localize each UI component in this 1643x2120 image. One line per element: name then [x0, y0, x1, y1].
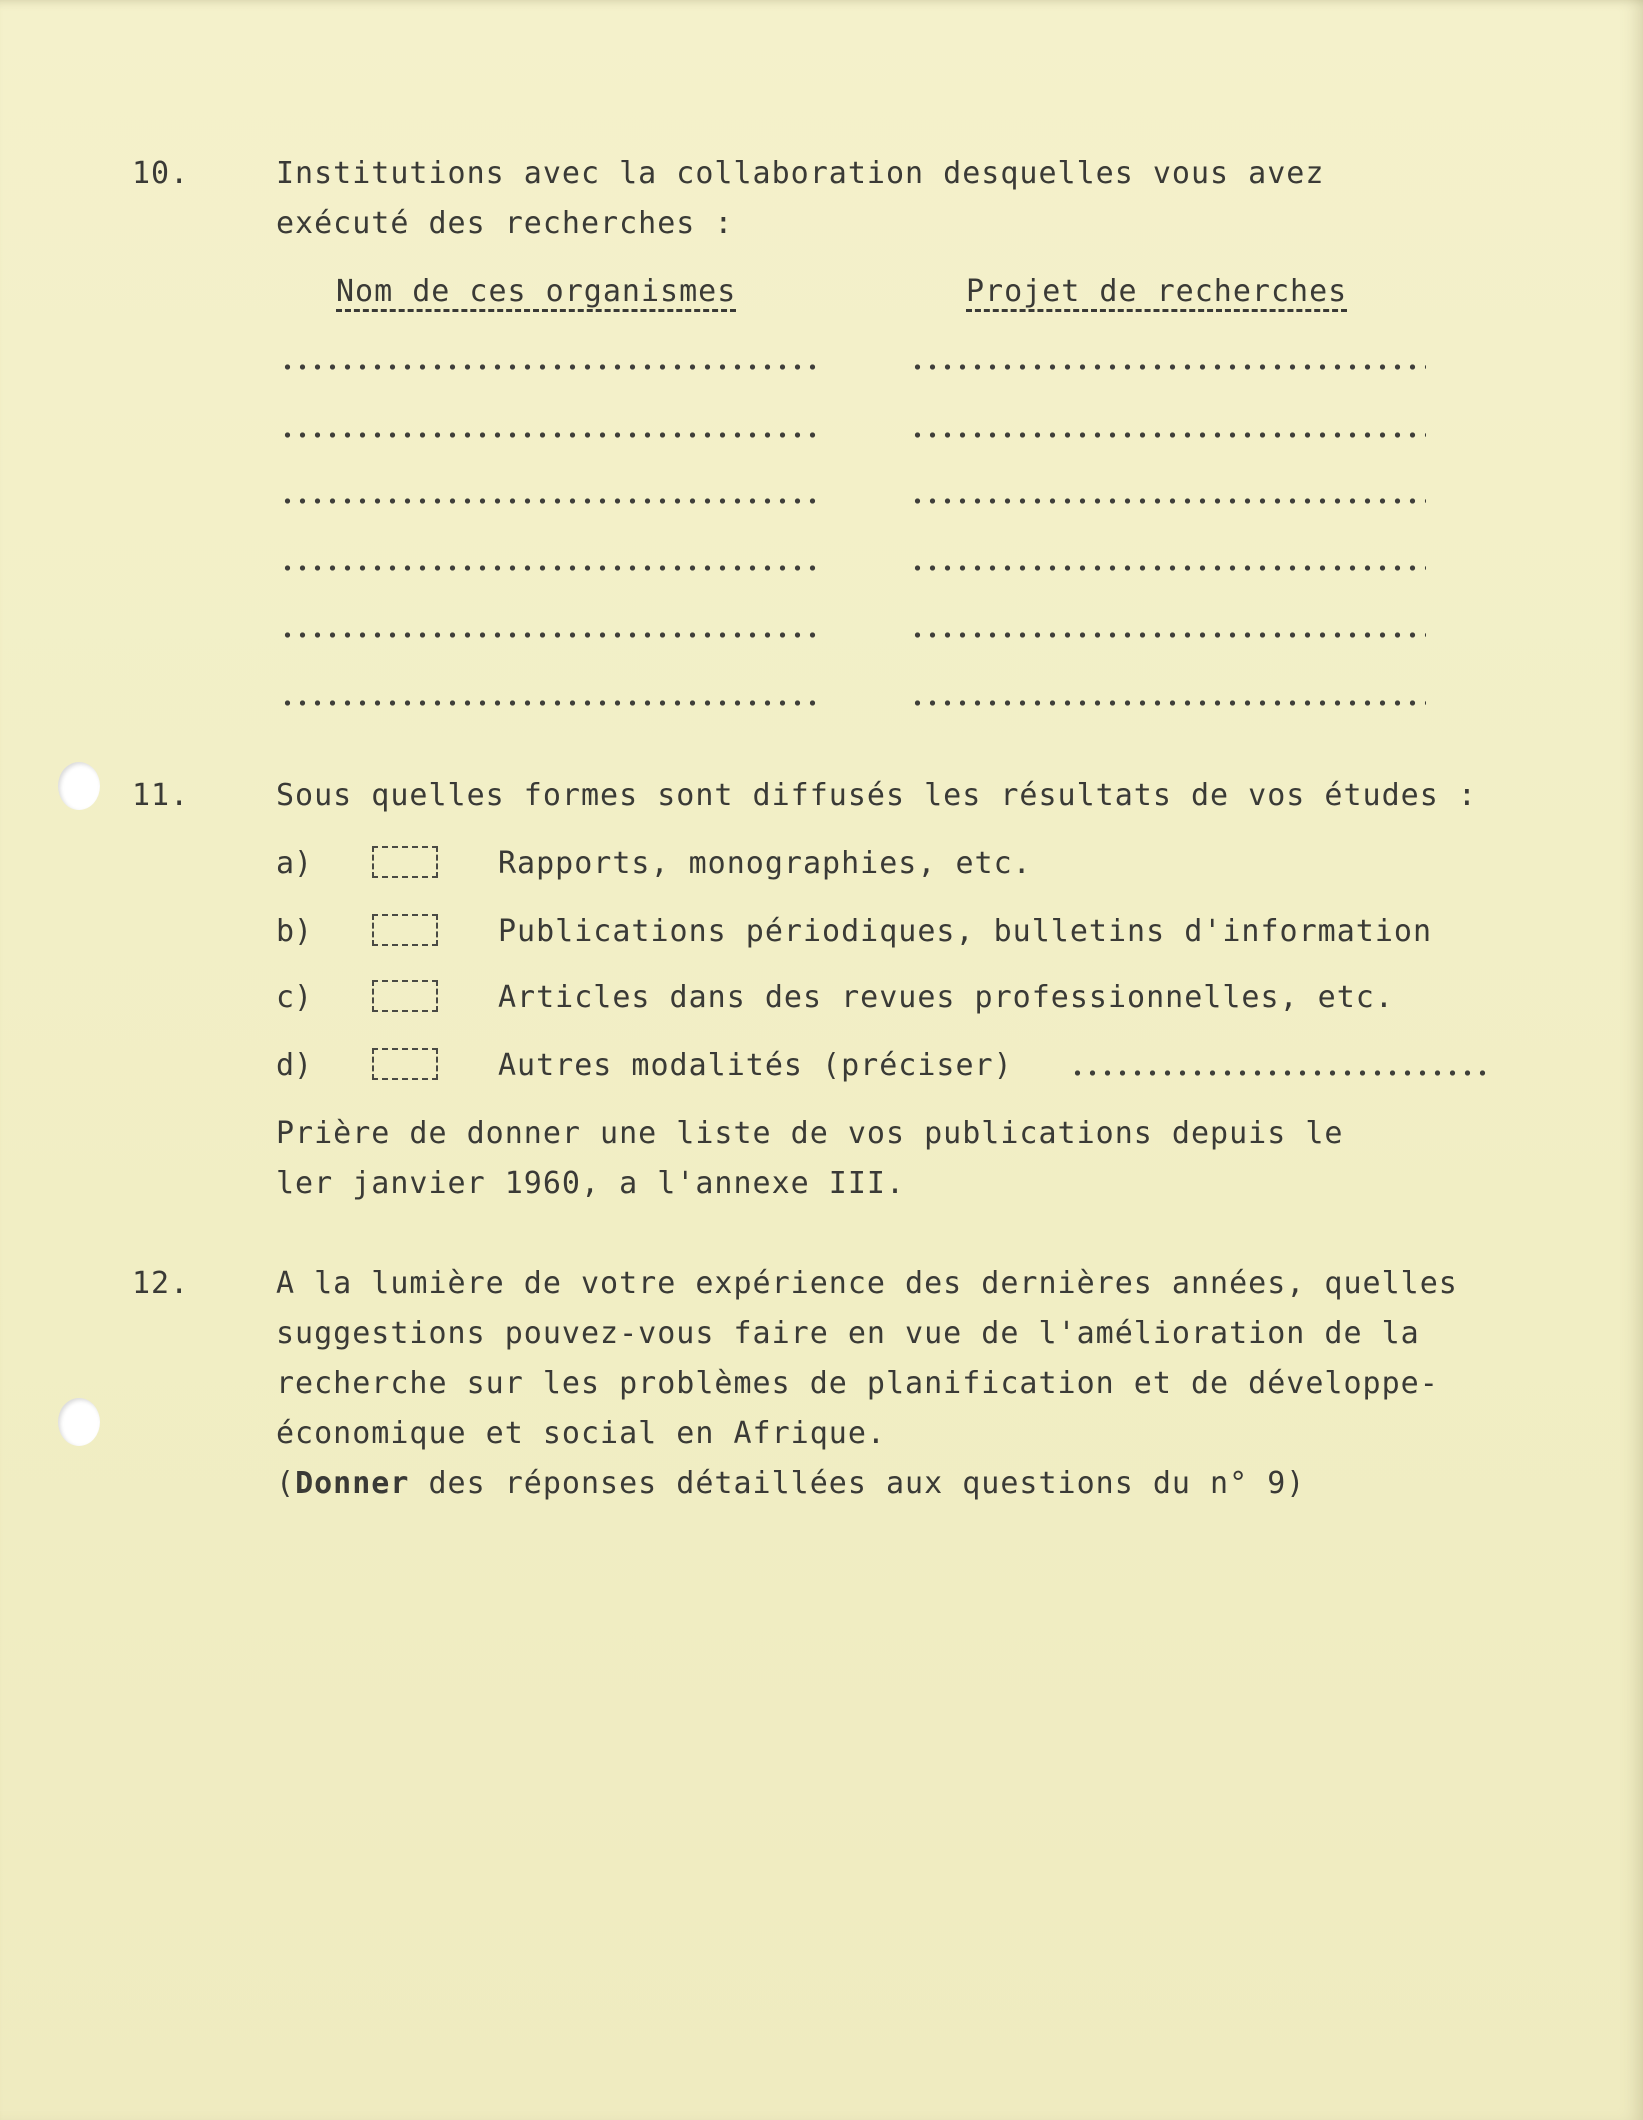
- fill-line-other-specify[interactable]: [1070, 1070, 1490, 1076]
- instruction-rest: des réponses détaillées aux questions du n° 9): [409, 1466, 1306, 1501]
- fill-line-organization[interactable]: [280, 565, 820, 571]
- question-12-text-line4: économique et social en Afrique.: [276, 1416, 886, 1451]
- fill-line-research-project[interactable]: [910, 700, 1426, 706]
- punch-hole: [58, 762, 100, 810]
- fill-line-organization[interactable]: [280, 700, 820, 706]
- fill-line-organization[interactable]: [280, 632, 820, 638]
- fill-line-organization[interactable]: [280, 432, 820, 438]
- column-header-research-projects: Projet de recherches: [966, 274, 1348, 309]
- question-10-text-line2: exécuté des recherches :: [276, 206, 734, 241]
- instruction-open-paren: (: [276, 1466, 296, 1501]
- fill-line-research-project[interactable]: [910, 364, 1426, 370]
- column-header-organizations: Nom de ces organismes: [336, 274, 737, 309]
- fill-line-organization[interactable]: [280, 498, 820, 504]
- option-label-reports: Rapports, monographies, etc.: [498, 846, 1032, 881]
- fill-line-research-project[interactable]: [910, 432, 1426, 438]
- question-12-text-line1: A la lumière de votre expérience des dernières années, quelles: [276, 1266, 1458, 1301]
- option-letter: b): [276, 914, 313, 949]
- question-10-text-line1: Institutions avec la collaboration desquelles vous avez: [276, 156, 1325, 191]
- fill-line-organization[interactable]: [280, 364, 820, 370]
- option-checkbox-reports[interactable]: [372, 846, 438, 878]
- option-label-articles: Articles dans des revues professionnelles, etc.: [498, 980, 1394, 1015]
- option-checkbox-other[interactable]: [372, 1048, 438, 1080]
- option-letter: c): [276, 980, 313, 1015]
- option-label-periodicals: Publications périodiques, bulletins d'information: [498, 914, 1433, 949]
- publications-note-line2: ler janvier 1960, a l'annexe III.: [276, 1166, 906, 1201]
- question-10-number: 10.: [132, 156, 190, 191]
- option-letter: d): [276, 1048, 313, 1083]
- question-12-text-line3: recherche sur les problèmes de planification et de développe-: [276, 1366, 1439, 1401]
- fill-line-research-project[interactable]: [910, 565, 1426, 571]
- option-letter: a): [276, 846, 313, 881]
- publications-note-line1: Prière de donner une liste de vos publications depuis le: [276, 1116, 1344, 1151]
- punch-hole: [58, 1398, 100, 1446]
- option-checkbox-periodicals[interactable]: [372, 914, 438, 946]
- question-11-text: Sous quelles formes sont diffusés les résultats de vos études :: [276, 778, 1477, 813]
- instruction-bold-word: Donner: [295, 1466, 410, 1501]
- option-checkbox-articles[interactable]: [372, 980, 438, 1012]
- fill-line-research-project[interactable]: [910, 498, 1426, 504]
- question-11-number: 11.: [132, 778, 190, 813]
- option-label-other: Autres modalités (préciser): [498, 1048, 1013, 1083]
- fill-line-research-project[interactable]: [910, 632, 1426, 638]
- question-12-instruction: [276, 1466, 1305, 1501]
- question-12-text-line2: suggestions pouvez-vous faire en vue de l'amélioration de la: [276, 1316, 1420, 1351]
- question-12-number: 12.: [132, 1266, 190, 1301]
